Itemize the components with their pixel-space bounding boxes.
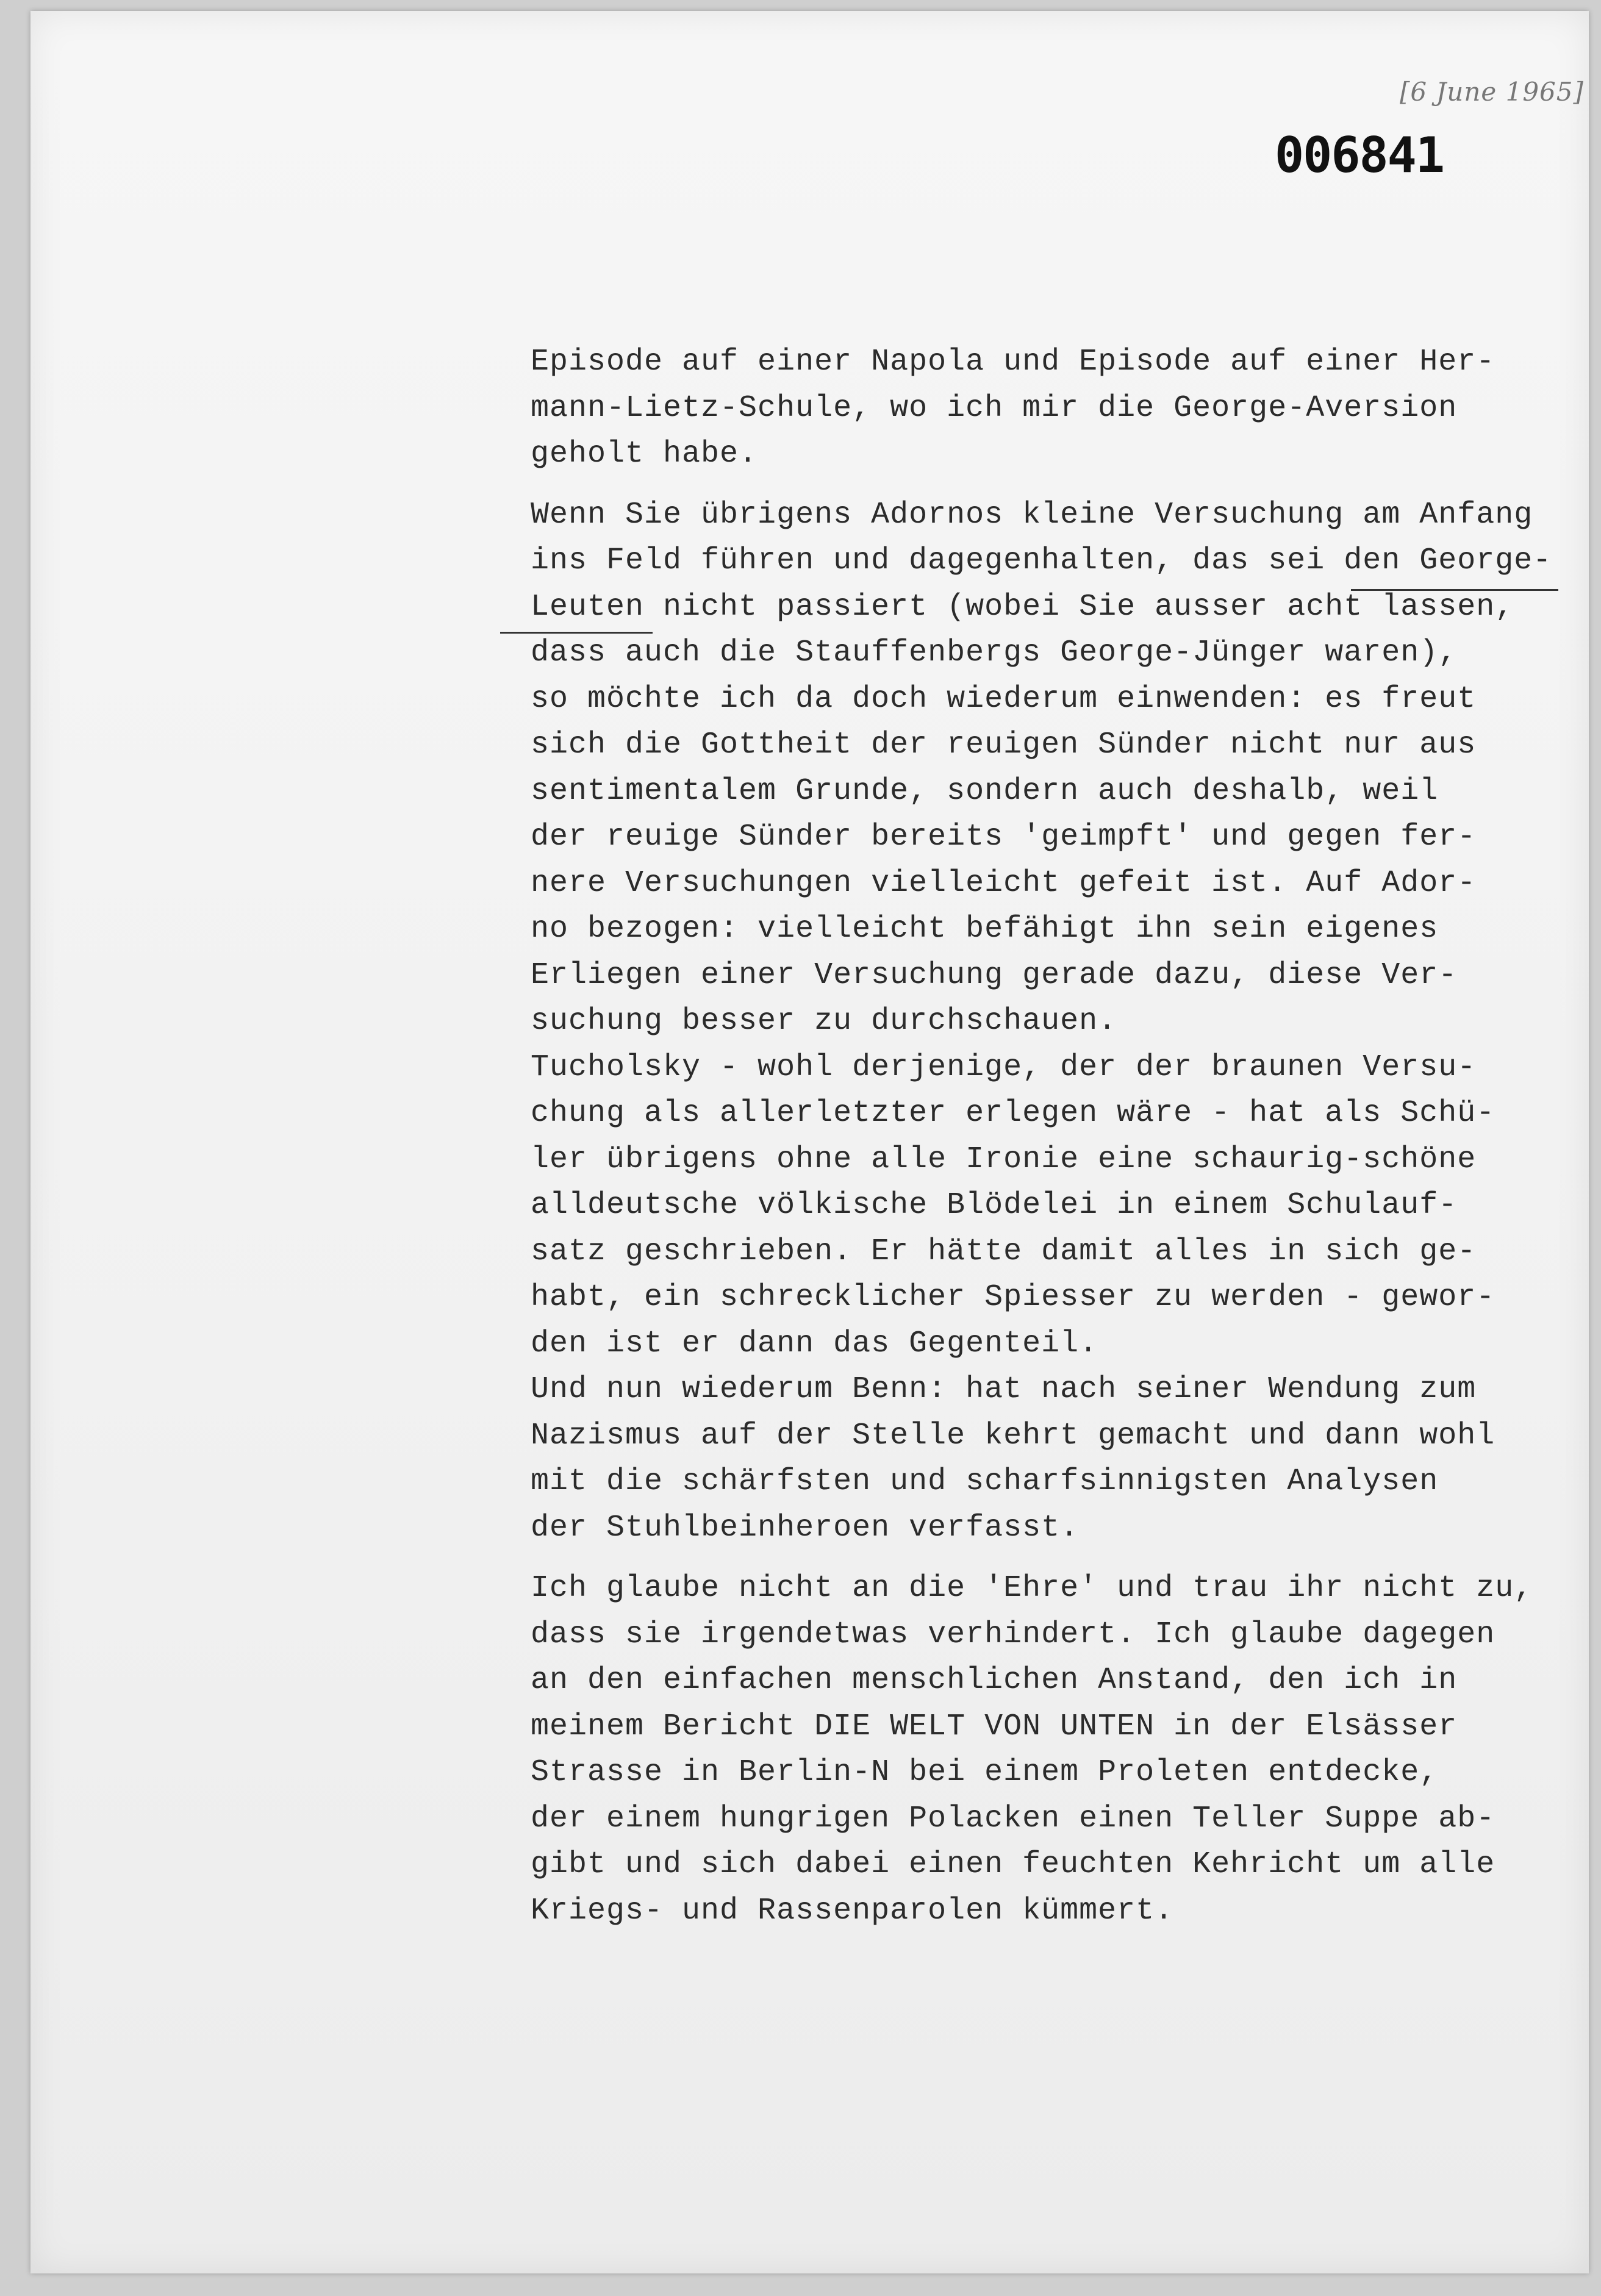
text-line: Ich glaube nicht an die 'Ehre' und trau ihr nicht zu, (531, 1571, 1533, 1606)
text-line: Nazismus auf der Stelle kehrt gemacht und dann wohl (531, 1418, 1495, 1453)
text-line: Episode auf einer Napola und Episode auf einer Her- (531, 345, 1495, 379)
text-line: Und nun wiederum Benn: hat nach seiner Wendung zum (531, 1372, 1477, 1407)
text-line: Erliegen einer Versuchung gerade dazu, diese Ver- (531, 957, 1458, 993)
text-line: mit die schärfsten und scharfsinnigsten Analysen (531, 1464, 1439, 1499)
paragraph (531, 339, 1574, 477)
text-line: nere Versuchungen vielleicht gefeit ist. Auf Ador- (531, 865, 1477, 901)
text-line: no bezogen: vielleicht befähigt ihn sein eigenes (531, 912, 1439, 946)
text-line: dass auch die Stauffenbergs George-Jünger waren), (531, 635, 1458, 670)
pencil-underline (1351, 589, 1558, 591)
text-line: dass sie irgendetwas verhindert. Ich glaube dagegen (531, 1617, 1495, 1652)
document-number: 006841 (1275, 127, 1444, 184)
text-line: mann-Lietz-Schule, wo ich mir die George-Aversion (531, 390, 1458, 426)
text-line: geholt habe. (531, 437, 758, 471)
text-line: ins Feld führen und dagegenhalten, das sei den George- (531, 543, 1552, 578)
text-line: der reuige Sünder bereits 'geimpft' und gegen fer- (531, 820, 1477, 854)
letter-body (531, 339, 1574, 1934)
text-line: habt, ein schrecklicher Spiesser zu werden - gewor- (531, 1280, 1495, 1315)
text-line: Leuten nicht passiert (wobei Sie ausser acht lassen, (531, 589, 1514, 624)
text-line: satz geschrieben. Er hätte damit alles in sich ge- (531, 1234, 1477, 1269)
text-line: sentimentalem Grunde, sondern auch deshalb, weil (531, 773, 1439, 809)
text-line: ler übrigens ohne alle Ironie eine schaurig-schöne (531, 1142, 1477, 1177)
text-line: chung als allerletzter erlegen wäre - hat als Schü- (531, 1096, 1495, 1131)
text-line: meinem Bericht DIE WELT VON UNTEN in der Elsässer (531, 1709, 1458, 1744)
text-line: Kriegs- und Rassenparolen kümmert. (531, 1893, 1174, 1928)
paragraph (531, 1565, 1574, 1934)
text-line: Wenn Sie übrigens Adornos kleine Versuchung am Anfang (531, 497, 1533, 532)
text-line: alldeutsche völkische Blödelei in einem Schulauf- (531, 1188, 1458, 1223)
text-line: der Stuhlbeinheroen verfasst. (531, 1510, 1080, 1545)
text-line: an den einfachen menschlichen Anstand, den ich in (531, 1663, 1458, 1698)
typewritten-page (30, 11, 1589, 2273)
text-line: sich die Gottheit der reuigen Sünder nicht nur aus (531, 728, 1477, 762)
text-line: gibt und sich dabei einen feuchten Kehricht um alle (531, 1847, 1495, 1882)
text-line: Tucholsky - wohl derjenige, der der braunen Versu- (531, 1050, 1477, 1085)
date-annotation: [6 June 1965] (1400, 77, 1584, 107)
pencil-underline (500, 632, 653, 634)
text-line: den ist er dann das Gegenteil. (531, 1326, 1098, 1361)
paragraph (531, 492, 1574, 1551)
text-line: Strasse in Berlin-N bei einem Proleten entdecke, (531, 1755, 1439, 1790)
text-line: der einem hungrigen Polacken einen Teller Suppe ab- (531, 1801, 1495, 1836)
text-line: so möchte ich da doch wiederum einwenden: es freut (531, 681, 1477, 717)
text-line: suchung besser zu durchschauen. (531, 1004, 1117, 1039)
